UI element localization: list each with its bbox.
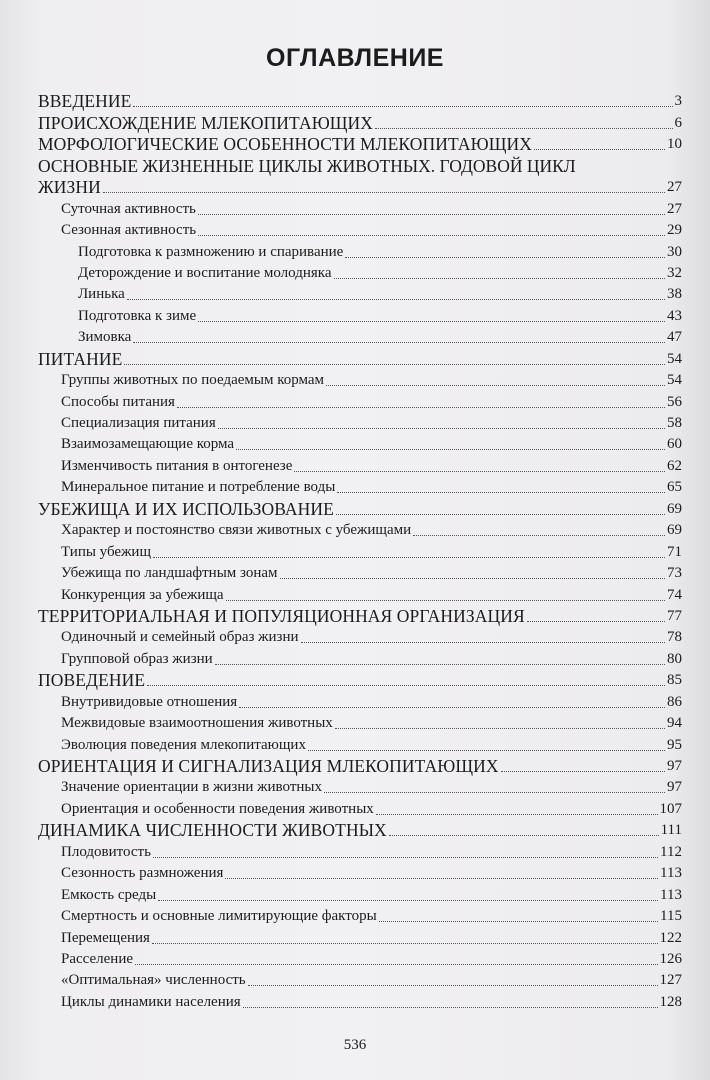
toc-entry-page: 127 — [659, 972, 682, 989]
toc-entry-label: Одиночный и семейный образ жизни — [61, 629, 299, 646]
toc-section-entry[interactable] — [38, 733, 682, 754]
toc-entry-label: УБЕЖИЩА И ИХ ИСПОЛЬЗОВАНИЕ — [38, 499, 334, 519]
dot-leader — [198, 214, 665, 215]
toc-entry-label: Плодовитость — [61, 843, 151, 860]
toc-section-entry[interactable] — [38, 948, 682, 969]
toc-chapter-entry[interactable] — [38, 111, 682, 132]
toc-section-entry[interactable] — [38, 626, 682, 647]
dot-leader — [379, 921, 658, 922]
toc-entry-page: 80 — [667, 650, 682, 667]
toc-entry-label: Сезонность размножения — [61, 865, 224, 882]
toc-entry-label: Способы питания — [61, 393, 175, 410]
toc-entry-page: 85 — [667, 672, 682, 689]
page-number: 536 — [343, 1037, 367, 1053]
dot-leader — [301, 642, 665, 643]
toc-entry-label: Конкуренция за убежища — [61, 586, 224, 603]
toc-entry-label: Группы животных по поедаемым кормам — [61, 372, 325, 389]
dot-leader — [226, 600, 665, 601]
toc-entry-label: Смертность и основные лимитирующие факторы — [61, 908, 377, 925]
toc-entry-label: Межвидовые взаимоотношения животных — [61, 715, 333, 732]
toc-section-entry[interactable] — [38, 969, 682, 990]
dot-leader — [527, 621, 665, 622]
toc-entry-page: 47 — [667, 329, 682, 346]
page-title: ОГЛАВЛЕНИЕ — [266, 44, 444, 72]
dot-leader — [153, 557, 665, 558]
toc-entry-label: Ориентация и особенности поведения животных — [61, 800, 374, 817]
dot-leader — [177, 407, 665, 408]
dot-leader — [124, 364, 665, 365]
toc-entry-page: 112 — [660, 843, 682, 860]
toc-entry-label: Деторождение и воспитание молодняка — [78, 264, 332, 281]
dot-leader — [198, 321, 665, 322]
toc-section-entry[interactable] — [38, 219, 682, 240]
dot-leader — [280, 578, 665, 579]
toc-entry-label: Сезонная активность — [61, 222, 197, 239]
toc-entry-label: Подготовка к зиме — [78, 307, 197, 324]
toc-entry-page: 27 — [667, 200, 682, 217]
dot-leader — [376, 814, 658, 815]
dot-leader — [135, 964, 657, 965]
dot-leader — [133, 342, 665, 343]
toc-section-entry[interactable] — [38, 519, 682, 540]
toc-entry-page: 30 — [667, 243, 682, 260]
toc-entry-label: МОРФОЛОГИЧЕСКИЕ ОСОБЕННОСТИ МЛЕКОПИТАЮЩИХ — [38, 135, 532, 155]
toc-entry-page: 38 — [667, 286, 682, 303]
toc-entry-label: Взаимозамещающие корма — [61, 436, 235, 453]
dot-leader — [248, 985, 658, 986]
toc-chapter-entry[interactable] — [38, 669, 682, 690]
dot-leader — [239, 707, 665, 708]
toc-section-entry[interactable] — [38, 647, 682, 668]
toc-entry-label: Характер и постоянство связи животных с убежищами — [61, 522, 412, 539]
toc-section-entry[interactable] — [38, 304, 682, 325]
toc-section-entry[interactable] — [38, 540, 682, 561]
toc-chapter-entry[interactable] — [38, 497, 682, 518]
table-of-contents — [38, 90, 682, 1012]
toc-chapter-entry[interactable] — [38, 90, 682, 111]
toc-entry-page: 3 — [674, 93, 682, 110]
toc-section-entry[interactable] — [38, 390, 682, 411]
dot-leader — [335, 728, 665, 729]
toc-entry-page: 71 — [667, 543, 682, 560]
toc-entry-label: Типы убежищ — [61, 543, 152, 560]
dot-leader — [334, 278, 666, 279]
toc-entry-page: 60 — [667, 436, 682, 453]
toc-entry-page: 74 — [667, 586, 682, 603]
toc-section-entry[interactable] — [38, 883, 682, 904]
toc-section-entry[interactable] — [38, 240, 682, 261]
toc-section-entry[interactable] — [38, 797, 682, 818]
dot-leader — [345, 257, 665, 258]
toc-section-entry[interactable] — [38, 283, 682, 304]
toc-entry-label: Емкость среды — [61, 886, 157, 903]
toc-entry-label: Специализация питания — [61, 415, 216, 431]
toc-chapter-entry[interactable] — [38, 176, 682, 197]
toc-section-entry[interactable] — [38, 326, 682, 347]
toc-entry-page: 97 — [667, 779, 682, 796]
dot-leader — [147, 685, 665, 686]
toc-chapter-entry[interactable] — [38, 605, 682, 626]
toc-entry-page: 128 — [659, 993, 682, 1010]
toc-entry-label: ПИТАНИЕ — [38, 349, 123, 369]
toc-entry-page: 54 — [667, 372, 682, 389]
toc-entry-label: «Оптимальная» численность — [61, 972, 246, 989]
dot-leader — [236, 449, 665, 450]
toc-chapter-entry[interactable] — [38, 133, 682, 154]
toc-entry-label: Убежища по ландшафтным зонам — [61, 565, 278, 582]
toc-entry-label: Значение ориентации в жизни животных — [61, 779, 322, 796]
toc-entry-page: 77 — [667, 607, 682, 624]
toc-entry-page: 6 — [674, 114, 682, 131]
toc-section-entry[interactable] — [38, 583, 682, 604]
toc-entry-page: 73 — [667, 565, 682, 582]
dot-leader — [389, 835, 659, 836]
toc-section-entry[interactable] — [38, 690, 682, 711]
dot-leader — [215, 664, 665, 665]
toc-section-entry[interactable] — [38, 926, 682, 947]
toc-entry-label: Минеральное питание и потребление воды — [61, 479, 336, 496]
toc-entry-page: 69 — [667, 522, 682, 539]
toc-entry-label: Групповой образ жизни — [61, 650, 213, 667]
toc-entry-label: ВВЕДЕНИЕ — [38, 92, 132, 112]
toc-entry-page: 56 — [667, 393, 682, 410]
toc-chapter-label-line1: ОСНОВНЫЕ ЖИЗНЕННЫЕ ЦИКЛЫ ЖИВОТНЫХ. ГОДОВОЙ ЦИКЛ — [38, 155, 576, 176]
toc-section-entry[interactable] — [38, 712, 682, 733]
toc-chapter-entry[interactable] — [38, 347, 682, 368]
dot-leader — [103, 192, 665, 193]
toc-entry-page: 69 — [667, 500, 682, 517]
toc-entry-page: 54 — [667, 350, 682, 367]
toc-entry-page: 86 — [667, 693, 682, 710]
dot-leader — [501, 771, 665, 772]
dot-leader — [336, 514, 665, 515]
toc-entry-page: 111 — [660, 822, 682, 839]
dot-leader — [534, 149, 665, 150]
toc-entry-label: Расселение — [61, 950, 134, 967]
toc-entry-label: Эволюция поведения млекопитающих — [61, 736, 306, 753]
toc-entry-page: 32 — [667, 264, 682, 281]
toc-section-entry[interactable] — [38, 562, 682, 583]
dot-leader — [243, 1007, 658, 1008]
toc-entry-label: ЖИЗНИ — [38, 178, 101, 198]
dot-leader — [152, 943, 658, 944]
toc-entry-label: ОРИЕНТАЦИЯ И СИГНАЛИЗАЦИЯ МЛЕКОПИТАЮЩИХ — [38, 757, 499, 776]
dot-leader — [324, 792, 665, 793]
toc-entry-page: 95 — [667, 736, 682, 753]
toc-section-entry[interactable] — [38, 197, 682, 218]
toc-entry-label: Подготовка к размножению и спаривание — [78, 243, 344, 260]
dot-leader — [294, 471, 665, 472]
toc-entry-label: Изменчивость питания в онтогенезе — [61, 457, 293, 474]
dot-leader — [337, 492, 665, 493]
toc-entry-page: 29 — [667, 222, 682, 239]
toc-section-entry[interactable] — [38, 454, 682, 475]
toc-section-entry[interactable] — [38, 840, 682, 861]
toc-entry-page: 62 — [667, 457, 682, 474]
toc-entry-label: Перемещения — [61, 929, 150, 946]
toc-entry-page: 126 — [659, 950, 682, 967]
dot-leader — [198, 235, 665, 236]
toc-entry-label: Внутривидовые отношения — [61, 693, 238, 710]
toc-section-entry[interactable] — [38, 990, 682, 1011]
toc-section-entry[interactable] — [38, 433, 682, 454]
dot-leader — [375, 128, 672, 129]
toc-section-entry[interactable] — [38, 862, 682, 883]
toc-entry-label: Зимовка — [78, 329, 132, 346]
toc-entry-page: 58 — [667, 415, 682, 431]
toc-chapter-entry[interactable] — [38, 755, 682, 776]
dot-leader — [153, 857, 658, 858]
toc-section-entry[interactable] — [38, 369, 682, 390]
dot-leader — [127, 299, 665, 300]
toc-entry-label: Суточная активность — [61, 200, 196, 217]
toc-entry-label: Линька — [78, 286, 125, 303]
toc-chapter-entry[interactable] — [38, 819, 682, 840]
toc-entry-label: Циклы динамики населения — [61, 993, 241, 1010]
toc-entry-page: 65 — [667, 479, 682, 496]
dot-leader — [413, 535, 665, 536]
toc-entry-label: ДИНАМИКА ЧИСЛЕННОСТИ ЖИВОТНЫХ — [38, 821, 387, 841]
toc-entry-label: ПРОИСХОЖДЕНИЕ МЛЕКОПИТАЮЩИХ — [38, 113, 374, 133]
toc-entry-page: 122 — [659, 929, 682, 946]
toc-section-entry[interactable] — [38, 476, 682, 497]
dot-leader — [133, 106, 672, 107]
toc-entry-page: 113 — [660, 886, 682, 903]
dot-leader — [218, 428, 665, 429]
toc-entry-page: 43 — [667, 307, 682, 324]
toc-section-entry[interactable] — [38, 262, 682, 283]
toc-entry-page: 94 — [667, 715, 682, 732]
toc-entry-page: 10 — [667, 136, 682, 153]
dot-leader — [326, 385, 665, 386]
toc-entry-page: 27 — [667, 179, 682, 196]
dot-leader — [225, 878, 658, 879]
toc-entry-page: 115 — [660, 908, 682, 925]
dot-leader — [158, 900, 658, 901]
toc-entry-label: ТЕРРИТОРИАЛЬНАЯ И ПОПУЛЯЦИОННАЯ ОРГАНИЗАЦИЯ — [38, 606, 525, 626]
toc-entry-page: 97 — [667, 758, 682, 774]
toc-section-entry[interactable] — [38, 905, 682, 926]
toc-entry-label: ПОВЕДЕНИЕ — [38, 671, 146, 691]
dot-leader — [308, 750, 665, 751]
toc-entry-page: 107 — [659, 800, 682, 817]
toc-section-entry[interactable] — [38, 412, 682, 433]
toc-entry-page: 78 — [667, 629, 682, 646]
toc-section-entry[interactable] — [38, 776, 682, 797]
toc-entry-page: 113 — [660, 865, 682, 882]
